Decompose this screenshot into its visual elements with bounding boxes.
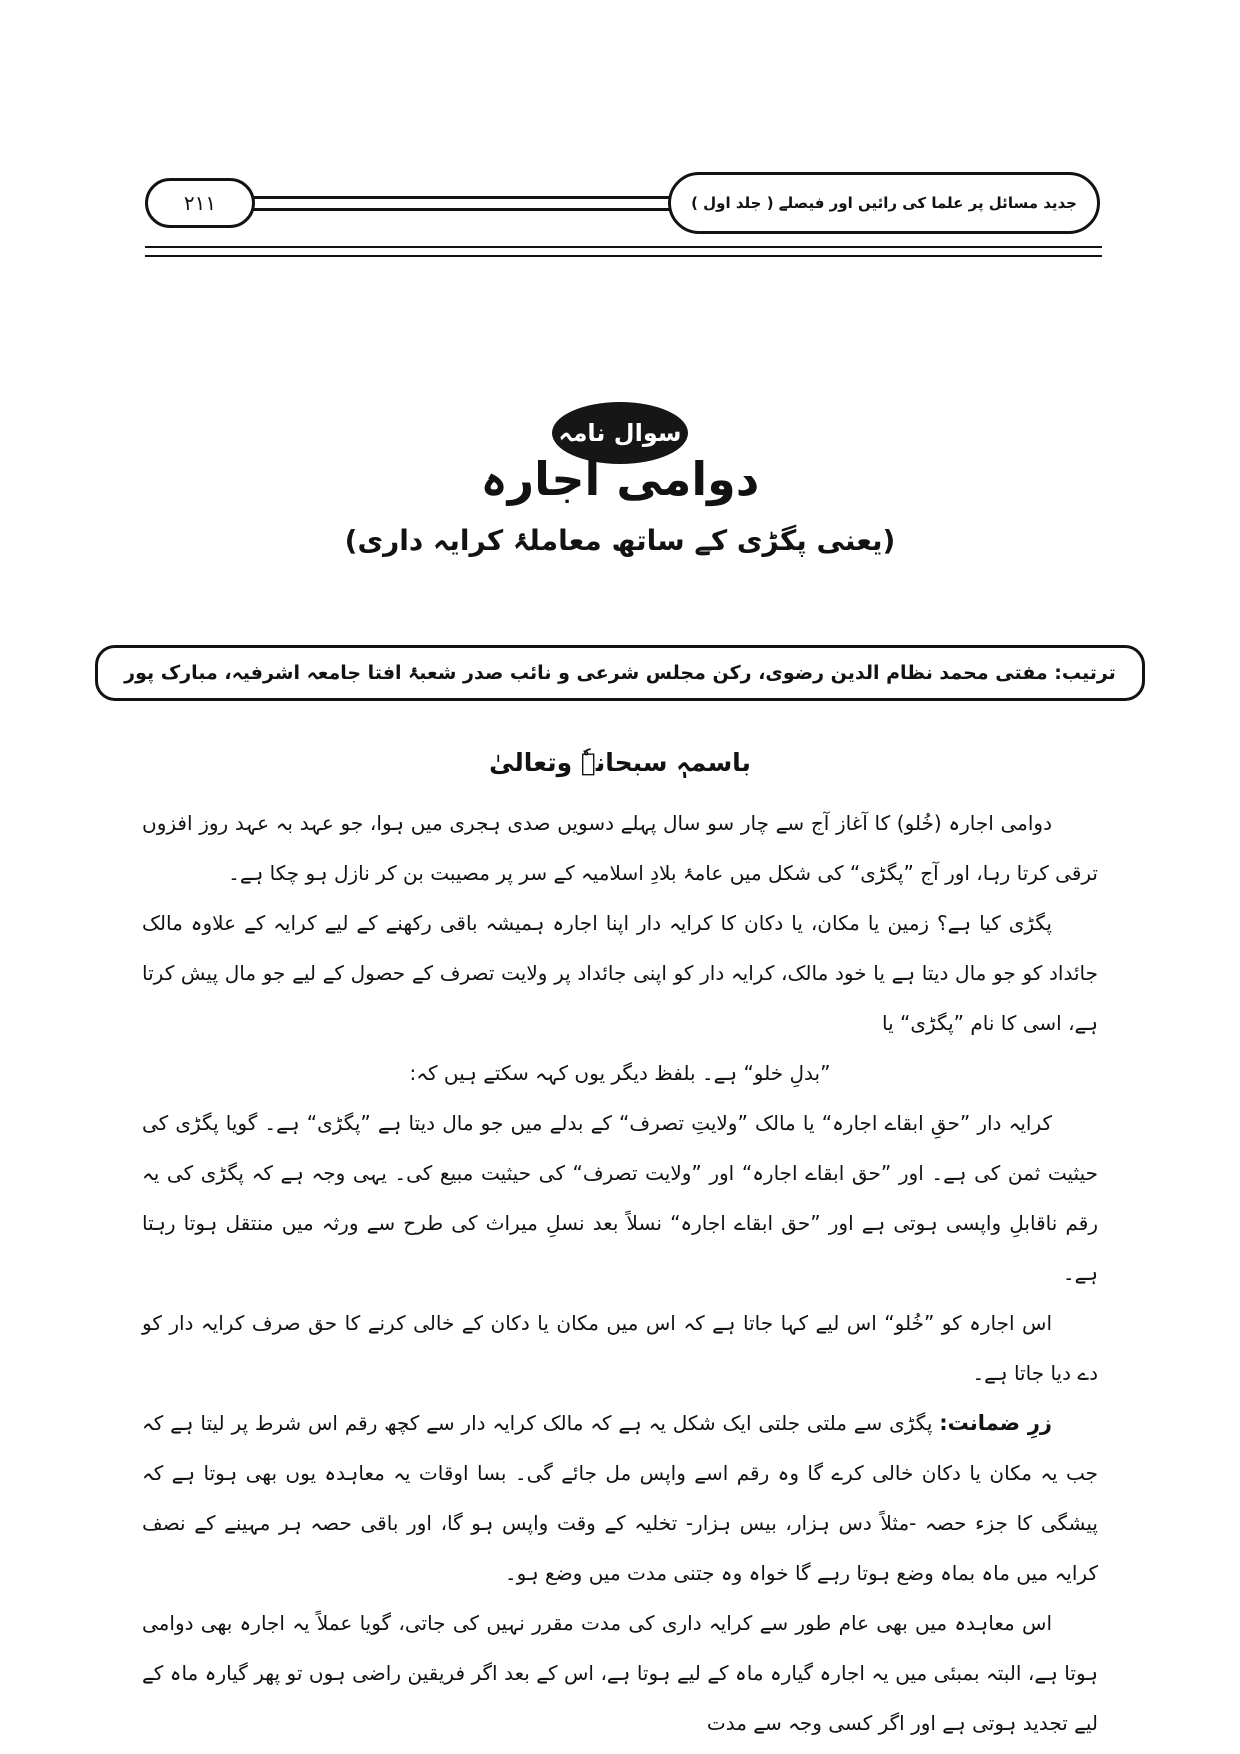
page-number-badge: ۲۱۱	[145, 178, 255, 228]
header-connector-line	[251, 196, 672, 211]
chapter-subtitle: (یعنی پگڑی کے ساتھ معاملۂ کرایہ داری)	[344, 524, 896, 557]
paragraph: پگڑی کیا ہے؟ زمین یا مکان، یا دکان کا کرایہ دار اپنا اجارہ ہمیشہ باقی رکھنے کے لیے کرایہ کے علاوہ مالک جائداد کو جو مال دیتا ہے یا خود مالک، کرایہ دار کو اپنی جائداد پر ولایت تصرف کے حصول کے لیے جو مال پیش کرتا ہے، اسی کا نام ”پگڑی“ یا	[142, 911, 1098, 1035]
attribution-row	[0, 645, 1240, 701]
paragraph: کرایہ دار ”حقِ ابقاے اجارہ“ یا مالک ”ولایتِ تصرف“ کے بدلے میں جو مال دیتا ہے ”پگڑی“ ہے۔ گویا پگڑی کی حیثیت ثمن کی ہے۔ اور ”حق ابقاے اجارہ“ اور ”ولایت تصرف“ کی حیثیت مبیع کی۔ یہی وجہ ہے کہ پگڑی کی یہ رقم ناقابلِ واپسی ہوتی ہے اور ”حق ابقاے اجارہ“ نسلاً بعد نسلِ میراث کی طرح سے ورثہ میں منتقل ہوتا رہتا ہے۔	[142, 1111, 1098, 1285]
chapter-title: دوامی اجارہ	[480, 452, 760, 506]
paragraph: اس معاہدہ میں بھی عام طور سے کرایہ داری کی مدت مقرر نہیں کی جاتی، گویا عملاً یہ اجارہ بھی دوامی ہوتا ہے، البتہ بمبئی میں یہ اجارہ گیارہ ماہ کے لیے ہوتا ہے، اس کے بعد اگر فریقین راضی ہوں تو پھر گیارہ ماہ کے لیے تجدید ہوتی ہے اور اگر کسی وجہ سے مدت	[142, 1611, 1098, 1735]
header-double-rule	[145, 246, 1102, 257]
book-title-badge: جدید مسائل پر علما کی رائیں اور فیصلے ( جلد اول )	[668, 172, 1100, 234]
paragraph-with-lead	[142, 1398, 1098, 1598]
paragraph: اس اجارہ کو ”خُلو“ اس لیے کہا جاتا ہے کہ اس میں مکان یا دکان کے خالی کرنے کا حق صرف کرایہ دار کو دے دیا جاتا ہے۔	[142, 1311, 1098, 1385]
attribution-box: ترتیب: مفتی محمد نظام الدین رضوی، رکن مجلس شرعی و نائب صدر شعبۂ افتا جامعہ اشرفیہ، مبارک پور	[95, 645, 1145, 701]
running-header	[145, 172, 1100, 234]
paragraph-centered: ”بدلِ خلو“ ہے۔ بلفظ دیگر یوں کہہ سکتے ہیں کہ:	[409, 1061, 831, 1085]
section-badge: سوال نامہ	[552, 402, 688, 464]
bismillah-line: باسمہٖ سبحانہٗ وتعالیٰ	[489, 748, 751, 777]
paragraph: دوامی اجارہ (خُلو) کا آغاز آج سے چار سو سال پہلے دسویں صدی ہجری میں ہوا، جو عہد بہ عہد روز افزوں ترقی کرتا رہا، اور آج ”پگڑی“ کی شکل میں عامۂ بلادِ اسلامیہ کے سر پر مصیبت بن کر نازل ہو چکا ہے۔	[142, 811, 1098, 885]
body-text	[142, 798, 1098, 1748]
paragraph-lead-label: زرِ ضمانت:	[939, 1411, 1053, 1435]
paragraph-lead-text: پگڑی سے ملتی جلتی ایک شکل یہ ہے کہ مالک کرایہ دار سے کچھ رقم اس شرط پر لیتا ہے کہ جب یہ مکان یا دکان خالی کرے گا وہ رقم اسے واپس مل جائے گی۔ بسا اوقات یہ معاہدہ یوں بھی ہوتا ہے کہ پیشگی کا جزء حصہ -مثلاً دس ہزار، بیس ہزار- تخلیہ کے وقت واپس ہو گا، اور باقی حصہ ہر مہینے کے نصف کرایہ میں ماہ بماہ وضع ہوتا رہے گا خواہ وہ جتنی مدت میں وضع ہو۔	[142, 1411, 1098, 1585]
